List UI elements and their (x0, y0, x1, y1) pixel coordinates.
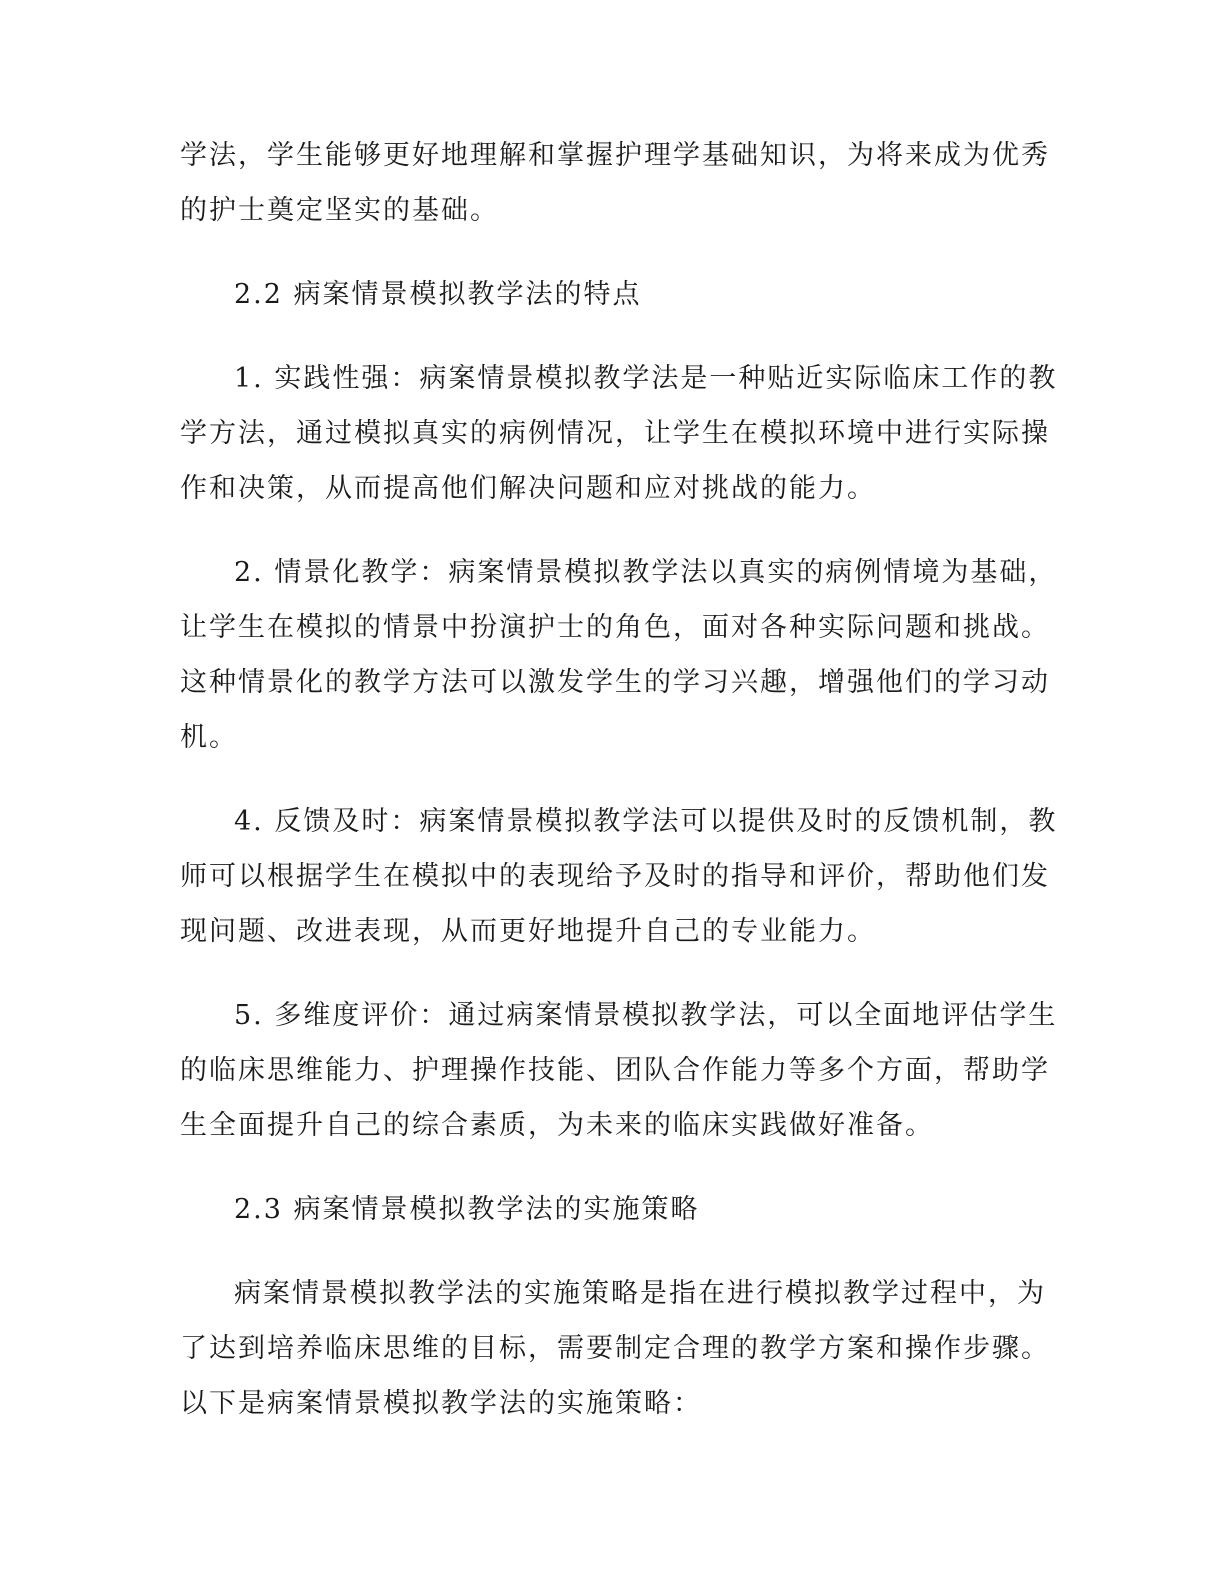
list-item-2 (180, 545, 1058, 765)
text-line: 5. 多维度评价：通过病案情景模拟教学法，可以全面地评估学生 (234, 1000, 1058, 1031)
text-line: 4. 反馈及时：病案情景模拟教学法可以提供及时的反馈机制，教 (234, 806, 1058, 837)
text-line: 作和决策，从而提高他们解决问题和应对挑战的能力。 (180, 473, 876, 504)
section-heading-2-3 (180, 1182, 1040, 1237)
text-line: 的护士奠定坚实的基础。 (180, 195, 499, 226)
text-line: 师可以根据学生在模拟中的表现给予及时的指导和评价，帮助他们发 (180, 861, 1050, 892)
text-line: 让学生在模拟的情景中扮演护士的角色，面对各种实际问题和挑战。 (180, 612, 1050, 643)
text-line: 了达到培养临床思维的目标，需要制定合理的教学方案和操作步骤。 (180, 1333, 1050, 1364)
text-line: 1. 实践性强：病案情景模拟教学法是一种贴近实际临床工作的教 (234, 363, 1058, 394)
text-line: 病案情景模拟教学法的实施策略是指在进行模拟教学过程中，为 (234, 1278, 1046, 1309)
paragraph-strategy-intro (180, 1266, 1050, 1431)
text-line: 现问题、改进表现，从而更好地提升自己的专业能力。 (180, 916, 876, 947)
text-line: 2. 情景化教学：病案情景模拟教学法以真实的病例情境为基础， (234, 557, 1058, 588)
text-line: 的临床思维能力、护理操作技能、团队合作能力等多个方面，帮助学 (180, 1055, 1050, 1086)
text-line: 学方法，通过模拟真实的病例情况，让学生在模拟环境中进行实际操 (180, 418, 1050, 449)
heading-text: 2.3 病案情景模拟教学法的实施策略 (234, 1194, 700, 1225)
heading-text: 2.2 病案情景模拟教学法的特点 (234, 279, 642, 310)
document-page (180, 128, 1058, 1431)
paragraph-continuation (180, 128, 1050, 238)
list-item-1 (180, 351, 1058, 516)
text-line: 学法，学生能够更好地理解和掌握护理学基础知识，为将来成为优秀 (180, 140, 1050, 171)
text-line: 机。 (180, 722, 238, 753)
section-heading-2-2 (180, 267, 1040, 322)
text-line: 这种情景化的教学方法可以激发学生的学习兴趣，增强他们的学习动 (180, 667, 1050, 698)
text-line: 生全面提升自己的综合素质，为未来的临床实践做好准备。 (180, 1110, 934, 1141)
text-line: 以下是病案情景模拟教学法的实施策略： (180, 1388, 702, 1419)
list-item-4 (180, 794, 1058, 959)
list-item-5 (180, 988, 1058, 1153)
